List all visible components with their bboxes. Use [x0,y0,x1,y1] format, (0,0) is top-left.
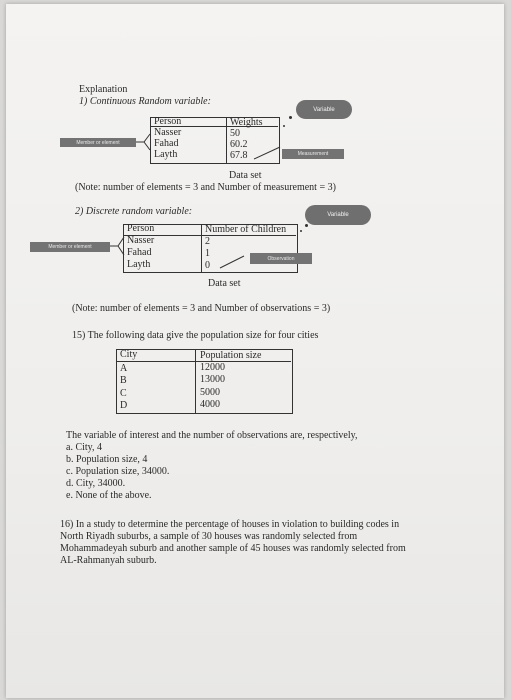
person-nasser-2: Nasser [127,235,155,246]
continuous-title: 1) Continuous Random variable: [79,96,211,107]
city-a: A [120,363,128,374]
cloud-dot-2b [300,230,302,232]
city-d: D [120,400,128,411]
discrete-title: 2) Discrete random variable: [75,206,193,217]
city-b: B [120,375,127,386]
person-fahad-1: Fahad [154,138,179,149]
weight-fahad: 60.2 [230,139,248,150]
pop-b: 13000 [200,374,225,385]
measurement-tag [282,149,344,159]
children-header: Number of Children [205,224,287,235]
children-fahad: 1 [205,248,210,259]
children-layth: 0 [205,260,210,271]
observation-pointer [220,254,250,274]
q15-prompt: The variable of interest and the number of observations are, respectively, [66,430,358,441]
person-fahad-2: Fahad [127,247,152,258]
member-element-tag-1-label: Member or element [76,139,120,146]
heading: Explanation [79,84,128,95]
q16-line-3: Mohammadeyah suburb and another sample of 45 houses was randomly selected from [60,543,406,554]
variable-cloud-2 [305,205,371,225]
q16-line-1: 16) In a study to determine the percentage of houses in violation to building codes in [60,519,400,530]
measurement-pointer [254,145,284,165]
person-header-1: Person [154,116,182,127]
pop-c: 5000 [200,387,220,398]
q15-option-d: d. City, 34000. [66,478,126,489]
population-header: Population size [200,350,262,361]
dataset-caption-2: Data set [208,278,241,289]
q16-line-4: AL-Rahmanyah suburb. [60,555,157,566]
observation-tag-label: Observation [267,255,295,262]
variable-cloud-2-label: Variable [327,212,349,218]
q15-option-b: b. Population size, 4 [66,454,148,465]
variable-cloud-1 [296,100,352,119]
children-nasser: 2 [205,236,210,247]
cloud-dot-1b [283,125,285,127]
q15-option-c: c. Population size, 34000. [66,466,170,477]
note-1: (Note: number of elements = 3 and Number of measurement = 3) [75,182,336,193]
dataset-caption-1: Data set [229,170,262,181]
city-c: C [120,388,127,399]
pop-d: 4000 [200,399,220,410]
q15-option-a: a. City, 4 [66,442,103,453]
q15-option-e: e. None of the above. [66,490,152,501]
weights-header: Weights [230,117,263,128]
q16-line-2: North Riyadh suburbs, a sample of 30 houses was randomly selected from [60,531,358,542]
note-2: (Note: number of elements = 3 and Number of observations = 3) [72,303,331,314]
member-element-tag-2-label: Member or element [48,244,92,250]
person-layth-1: Layth [154,149,178,160]
weight-layth: 67.8 [230,150,248,161]
person-nasser-1: Nasser [154,127,182,138]
person-header-2: Person [127,223,155,234]
weight-nasser: 50 [230,128,240,139]
cloud-dot-1a [289,116,292,119]
pop-a: 12000 [200,362,225,373]
member-element-tag-1 [60,138,136,147]
member-element-tag-2 [30,242,110,252]
q15-text: 15) The following data give the population size for four cities [72,330,319,341]
bracket-arrow-1 [136,134,156,154]
bracket-arrow-2 [110,237,130,259]
cloud-dot-2a [305,224,308,227]
variable-cloud-1-label: Variable [313,106,335,113]
city-header: City [120,349,138,360]
measurement-tag-label: Measurement [297,151,329,157]
person-layth-2: Layth [127,259,151,270]
observation-tag [250,253,312,264]
